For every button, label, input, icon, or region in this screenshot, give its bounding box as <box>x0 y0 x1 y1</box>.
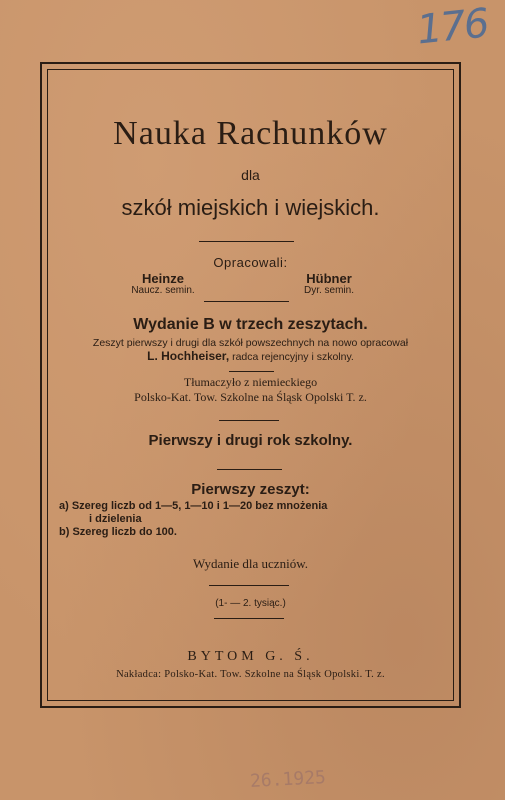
translation-credit <box>49 375 452 405</box>
divider <box>204 301 289 302</box>
handwritten-number: 176 <box>414 0 490 54</box>
author-title: Naucz. semin. <box>131 285 195 296</box>
edition-description <box>49 337 452 364</box>
divider <box>229 371 274 372</box>
author-heinze <box>93 271 233 296</box>
divider <box>217 469 282 470</box>
faded-stamp: 26.1925 <box>249 767 327 792</box>
publication-city: BYTOM G. Ś. <box>187 649 314 664</box>
translation-line: Tłumaczyło z niemieckiego <box>183 375 318 389</box>
edition-desc-line: Zeszyt pierwszy i drugi dla szkół powszechnych na nowo opracował <box>92 337 409 349</box>
title-page <box>49 71 452 699</box>
divider <box>214 618 284 619</box>
divider <box>209 585 289 586</box>
title-connector: dla <box>241 167 260 183</box>
author-name: Heinze <box>142 271 184 286</box>
student-edition: Wydanie dla uczniów. <box>193 556 308 571</box>
book-title: Nauka Rachunków <box>113 115 388 152</box>
author-hubner <box>259 271 399 296</box>
editor-title: radca rejencyjny i szkolny. <box>232 351 354 363</box>
author-name: Hübner <box>306 271 352 286</box>
list-item: b) Szereg liczb do 100. <box>59 526 177 538</box>
authors-heading: Opracowali: <box>213 255 288 270</box>
school-years: Pierwszy i drugi rok szkolny. <box>148 432 353 449</box>
edition-heading: Wydanie B w trzech zeszytach. <box>133 316 368 333</box>
print-run: (1- — 2. tysiąc.) <box>215 598 286 609</box>
publisher-line: Nakładca: Polsko-Kat. Tow. Szkolne na Śląsk Opolski. T. z. <box>116 669 385 680</box>
divider <box>199 241 294 242</box>
list-item-continuation: i dzielenia <box>89 513 142 525</box>
translator-name: Polsko-Kat. Tow. Szkolne na Śląsk Opolski T. z. <box>134 390 367 404</box>
author-title: Dyr. semin. <box>303 285 354 296</box>
contents-list <box>59 500 444 539</box>
first-volume-heading: Pierwszy zeszyt: <box>191 481 310 498</box>
list-item: a) Szereg liczb od 1—5, 1—10 i 1—20 bez mnożenia <box>59 500 328 512</box>
divider <box>219 420 279 421</box>
editor-name: L. Hochheiser, <box>147 349 230 363</box>
book-subtitle: szkół miejskich i wiejskich. <box>121 195 380 220</box>
